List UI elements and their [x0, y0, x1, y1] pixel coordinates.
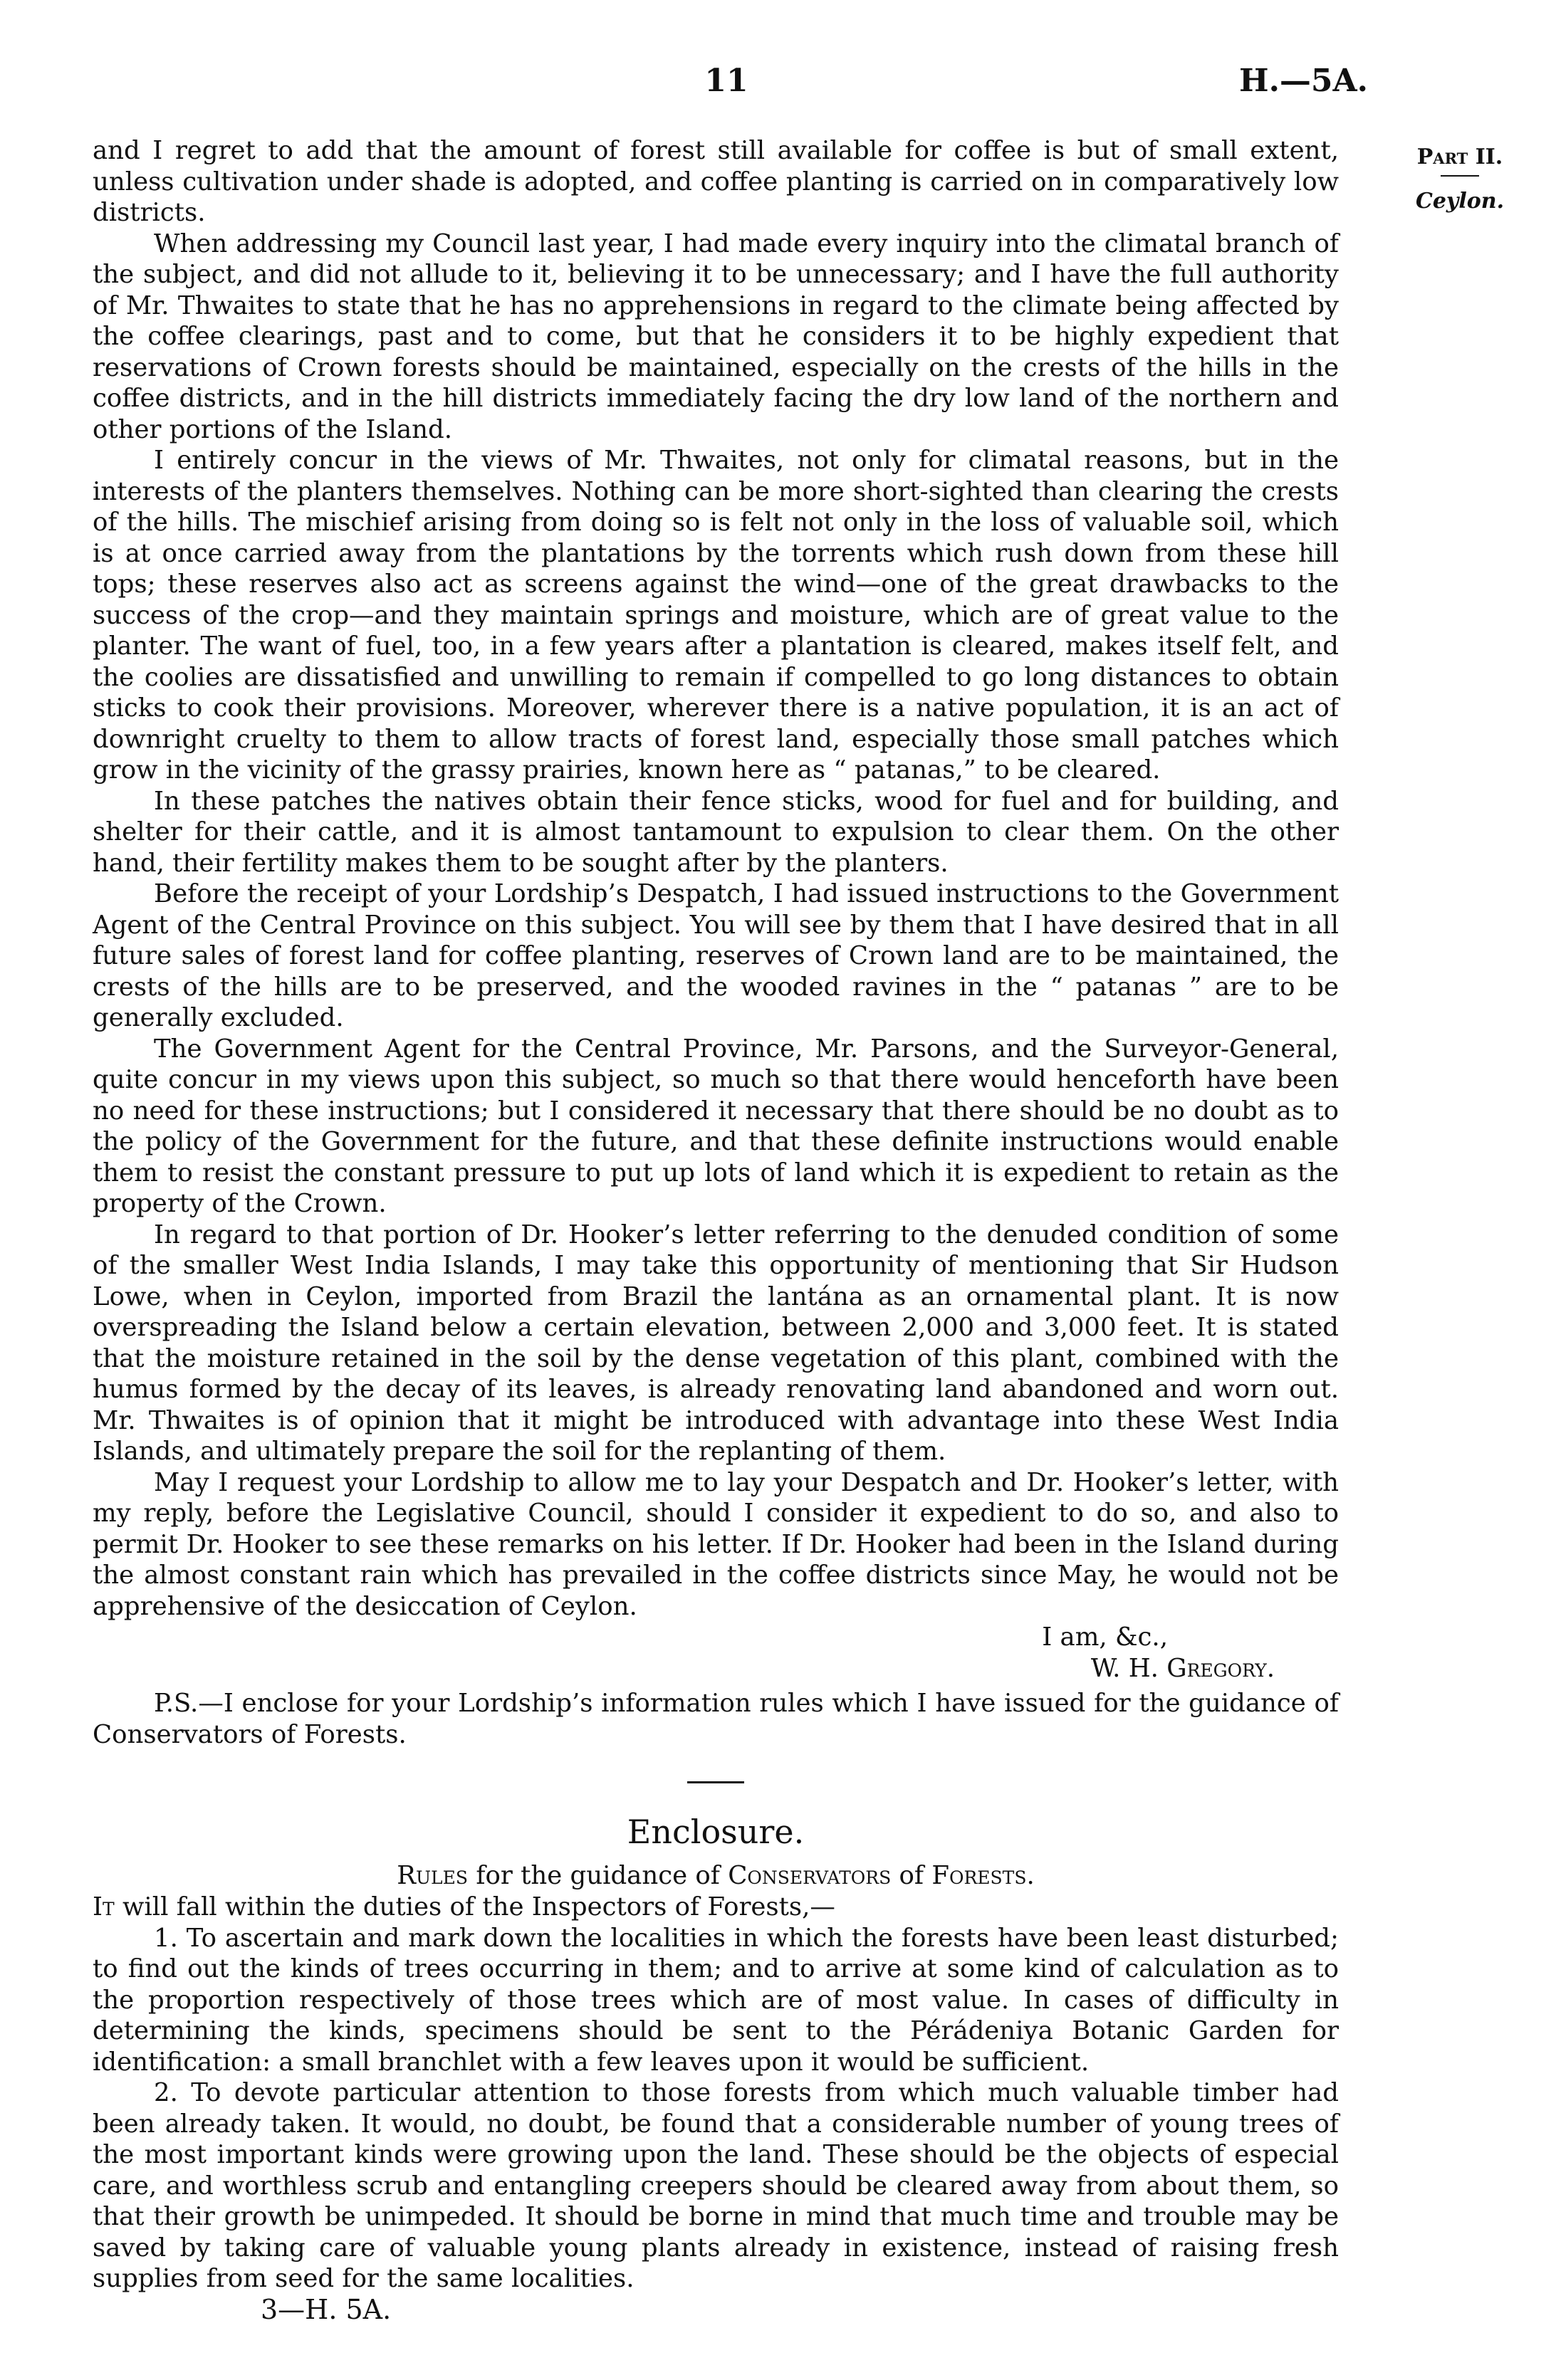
- enclosure-intro-rest: will fall within the duties of the Inspectors of Forests,—: [122, 1892, 835, 1922]
- rules-heading-text: of: [899, 1861, 924, 1890]
- paragraph: May I request your Lordship to allow me to lay your Despatch and Dr. Hooker’s letter, with my reply, before the Legislative Council, should I consider it expedient to do so, and also to permit Dr. Hooker to see these remarks on his letter. If Dr. Hooker had been in the Island during the almost constant rain which has prevailed in the coffee districts since May, he would not be apprehensive of the desiccation of Ceylon.: [93, 1467, 1339, 1621]
- paragraph: I entirely concur in the views of Mr. Thwaites, not only for climatal reasons, but in the interests of the planters themselves. Nothing can be more short-sighted than clearing the crests of the hills. The mischief arising from doing so is felt not only in the loss of valuable soil, which is at once carried away from the plantations by the torrents which rush down from these hill tops; these reserves also act as screens against the wind—one of the great drawbacks to the success of the crop—and they maintain springs and moisture, which are of great value to the planter. The want of fuel, too, in a few years after a plantation is cleared, makes itself felt, and the coolies are dissatisfied and unwilling to remain if compelled to go long distances to obtain sticks to cook their provisions. Moreover, wherever there is a native population, it is an act of downright cruelty to them to allow tracts of forest land, especially those small patches which grow in the vicinity of the grassy prairies, known here as “ patanas,” to be cleared.: [93, 446, 1339, 785]
- rules-heading-word: Conservators: [728, 1861, 892, 1890]
- signoff-name: W. H. Gregory.: [1090, 1653, 1275, 1683]
- paragraph: and I regret to add that the amount of forest still available for coffee is but of small extent, unless cultivation under shade is adopted, and coffee planting is carried on in comparatively low districts.: [93, 136, 1339, 227]
- rules-heading-text: for the guidance of: [476, 1861, 720, 1890]
- footer-reference: 3—H. 5A.: [261, 2293, 392, 2325]
- margin-note-place: Ceylon.: [1415, 189, 1505, 214]
- paragraph: In regard to that portion of Dr. Hooker’s letter referring to the denuded condition of some of the smaller West India Islands, I may take this opportunity of mentioning that Sir Hudson Lowe, when in Ceylon, imported from Brazil the lantána as an ornamental plant. It is now overspreading the Island below a certain elevation, between 2,000 and 3,000 feet. It is stated that the moisture retained in the soil by the dense vegetation of this plant, combined with the humus formed by the decay of its leaves, is already renovating land abandoned and worn out. Mr. Thwaites is of opinion that it might be introduced with advantage into these West India Islands, and ultimately prepare the soil for the replanting of them.: [93, 1220, 1339, 1466]
- paragraph: When addressing my Council last year, I had made every inquiry into the climatal branch of the subject, and did not allude to it, believing it to be unnecessary; and I have the full authority of Mr. Thwaites to state that he has no apprehensions in regard to the climate being affected by the coffee clearings, past and to come, but that he considers it to be highly expedient that reservations of Crown forests should be maintained, especially on the crests of the hills in the coffee districts, and in the hill districts immediately facing the dry low land of the northern and other portions of the Island.: [93, 229, 1339, 444]
- body-text: [93, 135, 1339, 2325]
- paragraph: In these patches the natives obtain their fence sticks, wood for fuel and for building, and shelter for their cattle, and it is almost tantamount to expulsion to clear them. On the other hand, their fertility makes them to be sought after by the planters.: [93, 786, 1339, 878]
- page-number: 11: [704, 63, 748, 99]
- margin-note: [1382, 135, 1538, 224]
- section-divider: [687, 1781, 744, 1783]
- paragraph: The Government Agent for the Central Province, Mr. Parsons, and the Surveyor-General, quite concur in my views upon this subject, so much so that there would henceforth have been no need for these instructions; but I considered it necessary that there should be no doubt as to the policy of the Government for the future, and that these definite instructions would enable them to resist the constant pressure to put up lots of land which it is expedient to retain as the property of the Crown.: [93, 1034, 1339, 1218]
- margin-note-part: Part II.: [1416, 145, 1503, 169]
- rule-item: 2. To devote particular attention to those forests from which much valuable timber had been already taken. It would, no doubt, be found that a considerable number of young trees of the most important kinds were growing upon the land. These should be the objects of especial care, and worthless scrub and entangling creepers should be cleared away from about them, so that their growth be unimpeded. It should be borne in mind that much time and trouble may be saved by taking care of valuable young plants already in existence, instead of raising fresh supplies from seed for the same localities.: [93, 2078, 1339, 2293]
- enclosure-intro-lead: It: [93, 1892, 115, 1922]
- rule-item: 1. To ascertain and mark down the localities in which the forests have been least disturbed; to find out the kinds of trees occurring in them; and to arrive at some kind of calculation as to the proportion respectively of those trees which are of most value. In cases of difficulty in determining the kinds, specimens should be sent to the Pérádeniya Botanic Garden for identification: a small branchlet with a few leaves upon it would be sufficient.: [93, 1923, 1339, 2077]
- paragraph: Before the receipt of your Lordship’s Despatch, I had issued instructions to the Government Agent of the Central Province on this subject. You will see by them that I have desired that in all future sales of forest land for coffee planting, reserves of Crown land are to be maintained, the crests of the hills are to be preserved, and the wooded ravines in the “ patanas ” are to be generally excluded.: [93, 879, 1339, 1032]
- rules-heading-word: Forests.: [931, 1861, 1035, 1890]
- signoff-closing: I am, &c.,: [1042, 1623, 1168, 1652]
- document-reference: H.—5A.: [1239, 63, 1368, 99]
- postscript: P.S.—I enclose for your Lordship’s information rules which I have issued for the guidance of Conservators of Forests.: [93, 1689, 1339, 1749]
- enclosure-intro: [93, 1892, 1339, 1923]
- enclosure-title: Enclosure.: [627, 1813, 805, 1851]
- rules-heading-word: Rules: [397, 1861, 469, 1890]
- rules-heading: [93, 1860, 1339, 1892]
